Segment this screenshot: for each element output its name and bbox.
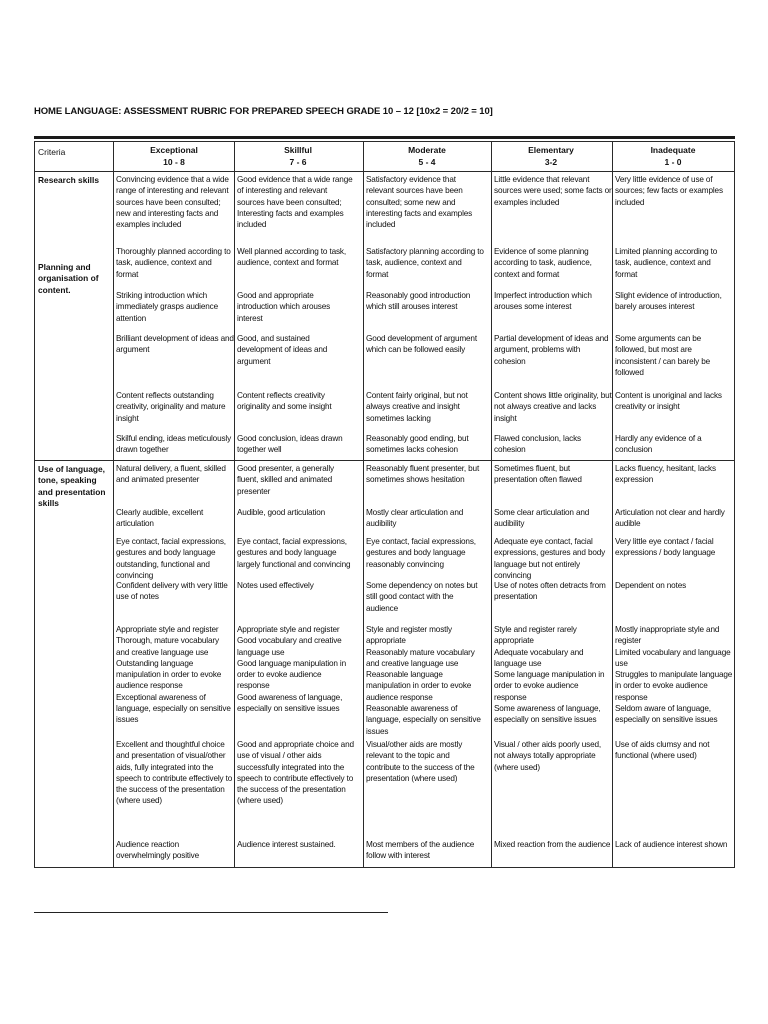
level-header-skillful xyxy=(238,144,358,168)
level-name: Elementary xyxy=(528,145,574,155)
rubric-cell-elementary: Content shows little originality, but not always creative and lacks insight xyxy=(494,391,612,423)
rubric-cell-exceptional: Striking introduction which immediately grasps audience attention xyxy=(116,291,218,323)
rubric-cell-inadequate: Lacks fluency, hesitant, lacks expression xyxy=(615,464,716,485)
rubric-cell-inadequate: Lack of audience interest shown xyxy=(615,840,728,849)
rubric-cell-skillful: Content reflects creativity originality and some insight xyxy=(237,391,332,412)
rubric-cell-inadequate: Hardly any evidence of a conclusion xyxy=(615,434,702,455)
rubric-cell-elementary: Evidence of some planning according to task, audience, context and format xyxy=(494,247,592,279)
rubric-cell-elementary xyxy=(494,624,612,726)
rubric-cell-moderate: Satisfactory evidence that relevant sources have been consulted; some new and interesting facts and examples included xyxy=(366,175,473,230)
rubric-cell-inadequate: Limited planning according to task, audience, context and format xyxy=(615,247,718,279)
rubric-cell-skillful: Audience interest sustained. xyxy=(237,840,336,849)
rubric-cell-skillful: Good conclusion, ideas drawn together well xyxy=(237,434,343,455)
rubric-cell-line: Some awareness of language, especially on sensitive issues xyxy=(494,704,601,725)
rubric-cell-exceptional: Excellent and thoughtful choice and presentation of visual/other aids, fully integrated into the speech to contribute effectively to the success of the presentation (where used) xyxy=(116,740,233,806)
rubric-cell-skillful: Good presenter, a generally fluent, skilled and animated presenter xyxy=(237,464,334,496)
rubric-cell-elementary: Partial development of ideas and argument, problems with cohesion xyxy=(494,334,609,366)
rubric-cell-elementary: Use of notes often detracts from presentation xyxy=(494,581,606,602)
level-name: Skillful xyxy=(284,145,312,155)
rubric-cell-inadequate: Articulation not clear and hardly audible xyxy=(615,508,725,529)
level-name: Exceptional xyxy=(150,145,198,155)
rubric-cell-elementary: Some clear articulation and audibility xyxy=(494,508,590,529)
rubric-cell-moderate: Mostly clear articulation and audibility xyxy=(366,508,464,529)
rubric-cell-exceptional: Natural delivery, a fluent, skilled and animated presenter xyxy=(116,464,226,485)
grid-line xyxy=(34,460,735,461)
rubric-cell-elementary: Flawed conclusion, lacks cohesion xyxy=(494,434,581,455)
rubric-cell-line: Style and register rarely appropriate xyxy=(494,625,577,646)
rubric-cell-skillful: Good and appropriate introduction which arouses interest xyxy=(237,291,331,323)
rubric-cell-moderate: Some dependency on notes but still good contact with the audience xyxy=(366,581,478,613)
rubric-cell-skillful: Notes used effectively xyxy=(237,581,314,590)
rubric-cell-inadequate xyxy=(615,624,733,726)
section-label-research-skills: Research skills xyxy=(38,175,99,185)
rubric-cell-line: Exceptional awareness of language, especially on sensitive issues xyxy=(116,692,231,725)
rubric-cell-inadequate: Very little eye contact / facial expressions / body language xyxy=(615,537,716,558)
rubric-cell-moderate: Reasonably fluent presenter, but sometimes shows hesitation xyxy=(366,464,480,485)
rubric-cell-moderate: Good development of argument which can be followed easily xyxy=(366,334,477,355)
rubric-cell-moderate: Satisfactory planning according to task, audience, context and format xyxy=(366,247,484,279)
rubric-cell-moderate: Reasonably good introduction which still arouses interest xyxy=(366,291,471,312)
grid-line xyxy=(363,141,364,868)
rubric-cell-line: Style and register mostly appropriate xyxy=(366,625,452,646)
rubric-cell-exceptional: Content reflects outstanding creativity, originality and mature insight xyxy=(116,391,226,423)
rubric-cell-exceptional: Eye contact, facial expressions, gestures and body language outstanding, functional and convincing xyxy=(116,537,226,580)
level-range: 10 - 8 xyxy=(163,157,185,167)
rubric-cell-moderate: Eye contact, facial expressions, gestures and body language reasonably convincing xyxy=(366,537,476,569)
rubric-cell-line: Good language manipulation in order to evoke audience response xyxy=(237,658,346,691)
rubric-cell-exceptional: Skilful ending, ideas meticulously drawn together xyxy=(116,434,232,455)
level-name: Inadequate xyxy=(650,145,696,155)
grid-line xyxy=(491,141,492,868)
section-label-language-presentation: Use of language, tone, speaking and presentation skills xyxy=(38,464,106,508)
rubric-cell-inadequate: Content is unoriginal and lacks creativity or insight xyxy=(615,391,722,412)
rubric-cell-inadequate: Very little evidence of use of sources; few facts or examples included xyxy=(615,175,723,207)
rubric-cell-line: Good vocabulary and creative language use xyxy=(237,636,342,657)
rubric-cell-moderate: Visual/other aids are mostly relevant to the topic and contribute to the success of the presentation (where used) xyxy=(366,740,475,783)
grid-line xyxy=(34,141,35,868)
rubric-cell-line: Reasonable awareness of language, especially on sensitive issues xyxy=(366,704,481,736)
rubric-cell-elementary: Little evidence that relevant sources were used; some facts or examples included xyxy=(494,175,612,207)
grid-line xyxy=(34,867,735,868)
rubric-cell-skillful: Good evidence that a wide range of interesting and relevant sources have been consulted; Interesting facts and examples included xyxy=(237,175,353,230)
rubric-cell-moderate: Most members of the audience follow with interest xyxy=(366,840,475,861)
rubric-cell-moderate: Reasonably good ending, but sometimes lacks cohesion xyxy=(366,434,469,455)
rubric-cell-exceptional xyxy=(116,624,234,726)
rubric-cell-line: Seldom aware of language, especially on sensitive issues xyxy=(615,704,718,725)
rubric-cell-line: Appropriate style and register xyxy=(116,625,219,634)
rubric-cell-exceptional: Clearly audible, excellent articulation xyxy=(116,508,204,529)
page-title: HOME LANGUAGE: ASSESSMENT RUBRIC FOR PREPARED SPEECH GRADE 10 – 12 [10x2 = 20/2 = 10] xyxy=(34,106,493,117)
rubric-cell-exceptional: Convincing evidence that a wide range of interesting and relevant sources have been consulted; new and interesting facts and examples included xyxy=(116,175,229,230)
rubric-cell-elementary: Mixed reaction from the audience xyxy=(494,840,611,849)
level-header-moderate xyxy=(367,144,487,168)
rubric-cell-elementary: Visual / other aids poorly used, not always totally appropriate (where used) xyxy=(494,740,602,772)
rubric-cell-exceptional: Thoroughly planned according to task, audience, context and format xyxy=(116,247,231,279)
rubric-cell-line: Reasonably mature vocabulary and creative language use xyxy=(366,647,475,668)
level-header-exceptional xyxy=(114,144,234,168)
rubric-cell-elementary: Adequate eye contact, facial expressions, gestures and body language but not entirely convincing xyxy=(494,537,606,580)
level-name: Moderate xyxy=(408,145,446,155)
rubric-cell-line: Struggles to manipulate language in order to evoke audience response xyxy=(615,670,733,702)
criteria-header: Criteria xyxy=(38,147,66,157)
grid-line xyxy=(234,141,235,868)
level-range: 3-2 xyxy=(544,157,558,167)
rubric-cell-line: Limited vocabulary and language use xyxy=(615,647,731,668)
rubric-cell-skillful: Good, and sustained development of ideas and argument xyxy=(237,334,328,366)
grid-line xyxy=(34,171,735,172)
rubric-cell-exceptional: Confident delivery with very little use of notes xyxy=(116,581,228,602)
rubric-cell-exceptional: Brilliant development of ideas and argument xyxy=(116,334,234,355)
rubric-cell-inadequate: Use of aids clumsy and not functional (where used) xyxy=(615,740,710,761)
footnote-rule xyxy=(34,912,388,913)
rubric-cell-inadequate: Some arguments can be followed, but most are inconsistent / can barely be followed xyxy=(615,334,711,377)
rubric-cell-line: Some language manipulation in order to evoke audience response xyxy=(494,670,605,702)
rubric-cell-line: Reasonable language manipulation in order to evoke audience response xyxy=(366,670,472,702)
grid-line xyxy=(612,141,613,868)
rubric-cell-skillful: Well planned according to task, audience, context and format xyxy=(237,247,346,268)
level-header-inadequate xyxy=(613,144,733,168)
rubric-cell-skillful: Good and appropriate choice and use of visual / other aids successfully integrated into the speech to contribute effectively to the success of the presentation (where used) xyxy=(237,740,354,806)
grid-line xyxy=(113,141,114,868)
rubric-cell-skillful: Audible, good articulation xyxy=(237,508,326,517)
rubric-cell-inadequate: Slight evidence of introduction, barely arouses interest xyxy=(615,291,722,312)
title-rule xyxy=(34,136,735,139)
level-range: 5 - 4 xyxy=(418,157,436,167)
rubric-cell-line: Mostly inappropriate style and register xyxy=(615,625,720,646)
level-range: 7 - 6 xyxy=(289,157,307,167)
grid-line xyxy=(734,141,735,868)
rubric-cell-line: Appropriate style and register xyxy=(237,625,340,634)
rubric-cell-moderate: Content fairly original, but not always creative and insight sometimes lacking xyxy=(366,391,468,423)
rubric-cell-line: Thorough, mature vocabulary and creative language use xyxy=(116,636,219,657)
rubric-cell-inadequate: Dependent on notes xyxy=(615,581,687,590)
rubric-cell-line: Outstanding language manipulation in order to evoke audience response xyxy=(116,658,222,691)
rubric-cell-elementary: Sometimes fluent, but presentation often flawed xyxy=(494,464,582,485)
rubric-cell-skillful: Eye contact, facial expressions, gestures and body language largely functional and convincing xyxy=(237,537,351,569)
rubric-cell-line: Good awareness of language, especially on sensitive issues xyxy=(237,692,343,714)
grid-line xyxy=(34,141,735,142)
rubric-cell-exceptional: Audience reaction overwhelmingly positive xyxy=(116,840,200,861)
level-range: 1 - 0 xyxy=(664,157,682,167)
rubric-cell-line: Adequate vocabulary and language use xyxy=(494,647,584,668)
level-header-elementary xyxy=(491,144,611,168)
rubric-cell-skillful xyxy=(237,624,355,714)
rubric-cell-elementary: Imperfect introduction which arouses some interest xyxy=(494,291,592,312)
section-label-planning: Planning and organisation of content. xyxy=(38,262,99,295)
rubric-cell-moderate xyxy=(366,624,484,737)
